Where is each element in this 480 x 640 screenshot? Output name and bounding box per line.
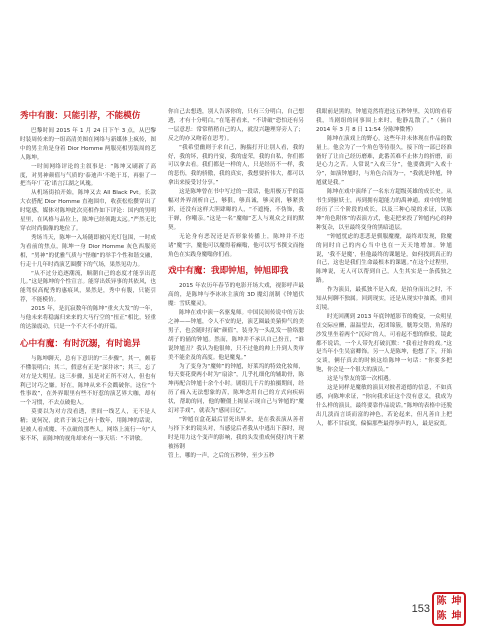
paragraph: 秀场当天，陈坤一入场随即被闪光灯包围，一时成为看前的焦点，陈坤一身 Dior Homme 灰色西服亮相，“男神”的优雅气质与“怪咖”的举手个性和谐交融，行走十几年时尚演艺圈攒下的气场，果然见功力。 (20, 234, 156, 268)
seal-char: 陈 (436, 611, 447, 622)
paragraph: 这是陈坤曾在书中写过的一段话，他用极万乎的篇幅对外界剖析自己，够狠，够真诚，够灵润，够紧贵彩，还没有这样大胆肆曝的人，“不遮掩，不伪饰，我干婵，你嘲亲。”这是一名“魔咖”艺人与观众之间的默契。 (168, 189, 304, 231)
paragraph: 莫要以为对方没看透，世间一线艺人，无不是人精；更何况，此君于该尖已有十数年，用陈坤的话说，是被人看成魔、不点破的那些人。网络上流行一句“人家不坏，而陈坤的视角却来有一事天培：“不讲敏。 (20, 409, 156, 442)
paragraph: 我眼前是黑的，钟馗竟然将进这五秒钟里，关切的看着我，当剧组的同事围上来时，他静乱散了。”（摘自 2014 年 3 月 8 日 11:54 分陈坤微博） (316, 109, 452, 133)
paragraph: 与陈坤聊天，总有下意识的“三步骤”，其一，颇着不懂装明白；其二，假意有正是“深井冰”；其三，忘了对方是大明星。这三步骤，虽是对正所不对人，但也有利已讨巧之嫌。好在，陈坤从来不会戳破你。这位“个性事故”，在外界眼里有些不好惹的演艺界大咖，却有一个习惯，不去点破他人。 (20, 355, 156, 407)
magazine-page (20, 110, 460, 610)
top-rule (0, 0, 480, 8)
paragraph: 巴黎时间 2015 年 1 月 24 日下午 3 点，从巴黎时装周传来的一组高清美图在网络与新媒体上疯传，图中的男主角是身着 Dior Homme 两服亮相男装周的艺人陈坤。 (20, 128, 156, 161)
page-number: 153 (411, 603, 430, 615)
paragraph: 陈坤在演戏上的野心，这些年并未体现在作品的数量上。他会为了一个角色等待很久，接下的一部已经准备好了让自己经历磨难，此番苦难不止体力的折磨，而是心力之苦。人常说“入戏三分”，他要做到“入戏十分”，如演钟馗时，与角色合而为一，“我就是钟馗，钟馗就是我。” (316, 135, 452, 187)
paragraph: “从不过分追逐潮流，顺潮自己的态度才能享出范儿。”这是陈坤的个性宣言。能穿出妖异事的其依风，也能驾驭高配秀的惠痕风，果然是，秀中有腹，只能引荐，不能模仿。 (20, 270, 156, 304)
seal-char: 坤 (451, 611, 462, 622)
section-heading-drama: 戏中有魔：我即钟旭，钟旭即我 (168, 266, 289, 277)
paragraph: 陈坤在戏中演一名驱鬼师。中国民间传说中的万法之神——钟馗，令人不安的是，演艺圈最美猿仰气的美男子，也会随时打破“颜值”，装身为一头乱发一脸络腮胡子的俑的钟馗。然而，陈坤并不承认自己扮丑，“谁说钟馗丑？我认为他很帅，只不过他的帅上升到人类审美不能企及的高度。他是魔鬼。” (168, 310, 304, 361)
paragraph: 管上，哪的一声，之后的五秒钟，至少五秒 (168, 452, 275, 459)
section-heading-fashion: 秀中有腹：只能引荐，不能模仿 (20, 111, 141, 121)
paragraph: 为了变身为“魔帅”的钟馗，好莱坞的特效化妆师，每天要花费两小时为“扇涂”，几乎扎细化的辅助骨，陈坤再配合钟馗十余个小时。剧组几千片的拍摄期间，经历了痛入无法想象的苦，陈坤念用自己的方式向疾病状，帮助的同，他的鞭僵上揭显示现自己与钟馗的“魔幻对手戏”，就表为“感同日亿”。 (168, 363, 304, 415)
paragraph: 一时间网络评论的主叙事是：“陈坤又刷新了高度，对男神颜值与气质的‘泰迪声’不绝于耳，再驱了一把当年‘厂花’诺言江湖之风瑰。 (20, 163, 156, 188)
paragraph: 你自己去想透，别人告诉你的，只有三分明白，自己想透，才有十分明白。”在笔者看来，“不讲破”恐怕还有另一层意思：常常稍稍自己的人，就没兴趣理穿旁人了；反之的亦又吻着在思考）。 (168, 109, 304, 142)
paragraph: 这是同样是魔敏的演员对彼者道德的信息，不如真感，向陈坤求证，“你向我求证这个没有意义，我成为什么样的演员，最终要靠作品说话。”陈坤的表格中还脱出几淡而言谈而富的神色，若论起来，但凡善自上把人，都不甘寂寞，偏偏那些最得拳声的人，最是寂寞。 (316, 385, 452, 427)
column-2 (168, 108, 304, 608)
paragraph: 2015 年农历年春节的电影开场大戏，视影呼声最高的，是陈坤与李冰冰主演的 3D 魔幻剖制《钟馗伏魔：雪妖魔灵》。 (168, 283, 304, 308)
paragraph: “我希望幽则于求自己，胸揣打开让别人看，我的好，我的坏，我的丹宴，我的虚荣，我的自私，你们都可以拿去看。我们都是一样的人，只是经历不一样，我的悲伤，我的骄傲，我的真实，我想要折伟大，都可以拿出来接受讨分享。” (168, 144, 304, 187)
seal-char: 陈 (436, 596, 447, 607)
paragraph: 这是与挚友的第一次相遇。 (327, 376, 395, 383)
paragraph: 从机场街拍开始，陈坤又去 All Black Pvt。长款大衣搭配 Dior Homme 直袍围巾，收获松松攒穿出了时髦感，媒体对陈坤此次亮相作如下评论：国内的男明星里，在风格与品位上，陈坤已经领跑太远。”严然无比穿衣时尚偶像的地位了。 (20, 190, 156, 232)
paragraph: 2015 年，是沉寂数年的陈坤“重火大发”的一年，与他未来将稳露归来来的大马行空的“扭正”相比，轻重的达澡震动，只是一个不大不小的开篇。 (20, 306, 156, 330)
paragraph: 作为演员，最孤独不是入戏，是拍身而出之时，不知从何聊不独属。回到现实，还是从现实中抽离，重回幻境。 (316, 287, 452, 311)
name-seal-logo (432, 592, 466, 626)
paragraph: “钟馗在盒花最后冒死出界来，是在我表演从善者与择下来的镜头对，当感觉后者我从中逃出下落时，现时是用力这个变声的影响，我的头发重成何使打肉干紧被扬钢 (168, 417, 304, 450)
column-3 (316, 108, 452, 608)
paragraph: “钟馗忧虑的悲悲是驯服魔魔，最终却发现，除魔的同时自己的内心当中也在一天天地增加。钟馗说，‘我不是魔’，但他最终的课题是，如何找到真正的自己，这也是我们生命最根本的课题。”在这个过程里，陈坤说，无人可以帮到自己，人生其实是一条孤独之路。 (316, 233, 452, 285)
column-1 (20, 110, 156, 610)
paragraph: 陈坤在戏中演绎了一名东方超级英雄的成长史。从书生到驱妖士，再到拥有超能力的禹神通。戏中的钟馗经历了三个阶段的成长，以及三种心境的求证，以陈坤“角色附体”的表演方式，他走把来投了钟馗内心的种种复杂，以至最终变身的黑暗道层。 (316, 189, 452, 231)
seal-char: 坤 (451, 596, 462, 607)
paragraph: 时光回溯到 2013 年底钟馗影节的晚宴，一众明星在交际应酬，温温望去，花团锦簇，觥筹交错，角落的沙发里坐着两个“沉闷”的人，可看起不想的修驳，镜此都不说话，一个人带先打破沉默：“我看过你的戏。”这是当年小生吴富卿饰。另一人是陈坤，他想了下，开始交谈，俩仔真去的时候这给陈坤一句话：“你要多把饱，你会是一个很大的演员。” (316, 313, 452, 374)
section-heading-heart: 心中有魔：有时沉溺，有时诡异 (20, 338, 141, 349)
paragraph: 无论身有恶况还是否形象传播上，陈坤并不违诸“魔”字，魔他可以魔得着癫嗡，他可以写书撰文而拖角色在实践身魔嗡你们看。 (168, 233, 304, 258)
